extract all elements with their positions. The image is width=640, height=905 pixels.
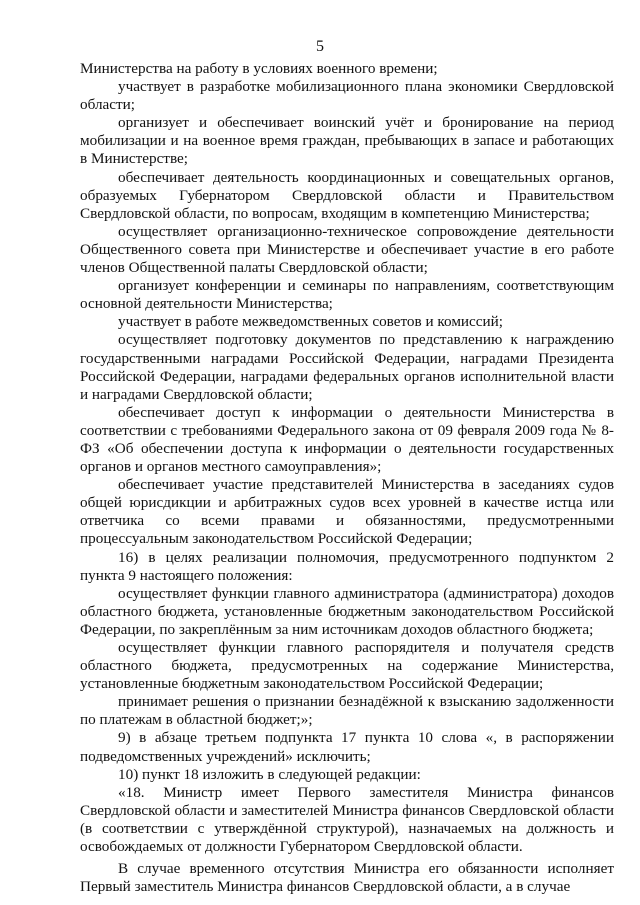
paragraph: Министерства на работу в условиях военного времени; bbox=[80, 60, 438, 77]
paragraph: В случае временного отсутствия Министра его обязанности исполняет Первый заместитель Министра финансов Свердловской области, а в случае bbox=[80, 860, 614, 896]
paragraph: 16) в целях реализации полномочия, предусмотренного подпунктом 2 пункта 9 настоящего положения: bbox=[80, 548, 614, 584]
paragraph: участвует в работе межведомственных советов и комиссий; bbox=[118, 313, 504, 331]
paragraph: участвует в разработке мобилизационного плана экономики Свердловской области; bbox=[80, 78, 614, 114]
page-number: 5 bbox=[316, 38, 324, 55]
paragraph: организует конференции и семинары по направлениям, соответствующим основной деятельности Министерства; bbox=[80, 277, 614, 313]
paragraph: 9) в абзаце третьем подпункта 17 пункта 10 слова «, в распоряжении подведомственных учреждений» исключить; bbox=[80, 729, 614, 765]
paragraph: осуществляет функции главного администратора (администратора) доходов областного бюджета, установленные бюджетным законодательством Российской Федерации, по закреплённым за ним источникам доходов областного бюджета; bbox=[80, 584, 614, 638]
paragraph: «18. Министр имеет Первого заместителя Министра финансов Свердловской области и заместителей Министра финансов Свердловской области (в соответствии с утверждённой структурой), назначаемых на должность и освобождаемых от должности Губернатором Свердловской области. bbox=[80, 783, 614, 856]
paragraph: 10) пункт 18 изложить в следующей редакции: bbox=[118, 765, 421, 783]
paragraph: осуществляет подготовку документов по представлению к награждению государственными наградами Российской Федерации, наградами Президента Российской Федерации, наградами федеральных органов исполнительной власти и наградами Свердловской области; bbox=[80, 331, 614, 403]
paragraph: осуществляет функции главного распорядителя и получателя средств областного бюджета, предусмотренных на содержание Министерства, установленные бюджетным законодательством Российской Федерации; bbox=[80, 639, 614, 693]
paragraph: обеспечивает деятельность координационных и совещательных органов, образуемых Губернатором Свердловской области и Правительством Свердловской области, по вопросам, входящим в компетенцию Министерства; bbox=[80, 168, 614, 222]
paragraph: обеспечивает участие представителей Министерства в заседаниях судов общей юрисдикции и арбитражных судов всех уровней в качестве истца или ответчика со всеми правами и обязанностями, предусмотренными процессуальным законодательством Российской Федерации; bbox=[80, 476, 614, 548]
paragraph: принимает решения о признании безнадёжной к взысканию задолженности по платежам в областной бюджет;»; bbox=[80, 693, 614, 729]
paragraph: организует и обеспечивает воинский учёт и бронирование на период мобилизации и на военное время граждан, пребывающих в запасе и работающих в Министерстве; bbox=[80, 114, 614, 168]
paragraph: осуществляет организационно-техническое сопровождение деятельности Общественного совета при Министерстве и обеспечивает участие в его работе членов Общественной палаты Свердловской области; bbox=[80, 222, 614, 277]
document-body bbox=[80, 60, 614, 896]
paragraph: обеспечивает доступ к информации о деятельности Министерства в соответствии с требованиями Федерального закона от 09 февраля 2009 года № 8-ФЗ «Об обеспечении доступа к информации о деятельности государственных органов и органов местного самоуправления»; bbox=[80, 403, 614, 476]
